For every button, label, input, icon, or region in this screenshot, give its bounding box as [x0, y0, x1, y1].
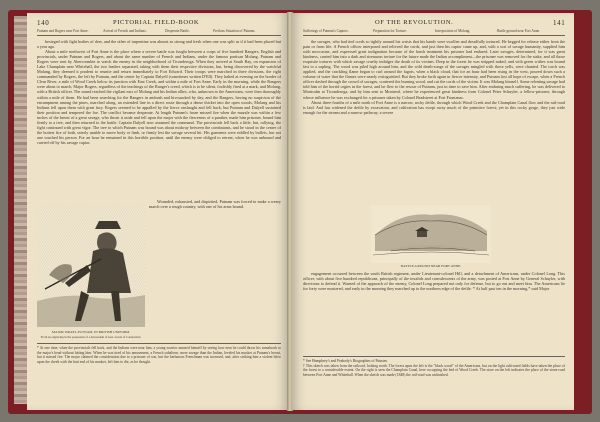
paragraph: engagement occurred between the south British regiment, under Lieutenant-colonel Hill, and a detachment of Americans, under Colonel Long. This officer, with about five hundred republicans, principally of the invalids and convalescents of the army, was posted at Fort Anne by General Schuyler, with directions to defend it. Warned of the approach of the enemy, Colonel Long prepared not only for defense, but to go out and meet him. The Americans lie for forty were mustered, and early in the morning they marched up to the northern edge of the defile. * At half past ten in the morning,* said Major: [303, 271, 565, 292]
subhead-4: Perilous Situation of Putnam.: [213, 29, 256, 33]
header-rule: [303, 35, 565, 36]
footnote-rule: [37, 343, 281, 344]
running-title: PICTORIAL FIELD-BOOK: [113, 19, 200, 26]
running-title: OF THE REVOLUTION.: [375, 19, 454, 26]
subhead-4: Battle ground near Fort Anne.: [497, 29, 541, 33]
subhead-2: Arrival of French and Indians.: [103, 29, 147, 33]
subhead-1: Putnam and Rogers near Fort Anne.: [37, 29, 89, 33]
body-text-bottom: [303, 271, 565, 353]
paragraph: besieged with light bodies of deer, and the other of turpentine was almost as strong and fresh when one was split as if it had been placed but a year ago.: [37, 39, 281, 50]
body-text-column: [149, 199, 281, 339]
subhead-3: Desperate Battle.: [165, 29, 190, 33]
footnotes: [303, 359, 565, 407]
figure-caption: MAJOR ISRAEL PUTNAM, IN BRITISH UNIFORM.: [51, 330, 131, 334]
body-text-top: [303, 39, 565, 199]
figure-caption: BATTLE-GROUND NEAR FORT ANNE.: [400, 264, 462, 268]
paragraph: About three-fourths of a mile north of Fort Anne is a narrow, rocky defile, through which Wood Creek and the Champlain Canal flow and the rail-road is laid. And has widened the defile by excavation, and cultivation has swept away much of the primitive forest; yet in this rocky gorge, they just wide enough for the stream and a narrow pathway, a severe: [303, 99, 565, 115]
putnam-engraving-icon: [37, 205, 145, 327]
body-text-top: [37, 39, 281, 199]
subhead-2: Preparation for Torture.: [373, 29, 407, 33]
page-number: 141: [553, 19, 566, 27]
putnam-portrait: [37, 205, 145, 327]
subhead-3: Interposition of Molang.: [435, 29, 471, 33]
paragraph: About a mile northwest of Fort Anne is the place where a severe battle was fought between a corps of five hundred Rangers, English and provincials, under Putnam and Rogers, and about the same number of French and Indians, under the famous partisan Molang. Putnam and Rogers were sent by Abercrombie to watch the enemy in the neighborhood of Ticonderoga. When they arrived at South Bay, on expansion of Lake Champlain near Whitehall, the two leaders separated, taking with them their respective divisions, but, being discovered by the watchful Molang, they deemed it prudent to reunite and return immediately to Fort Edward. Their troops were marched in three divisions, the right commanded by Rogers, the left by Putnam, and the center by Captain Dalyell (sometimes written D'Ell). They halted at evening on the border of Clear River, a mile of Wood Creek below its junction with East Creek, and within a mile of Fort Anne. Early in the morning, while the Rangers were about to march, Major Rogers, regardless of the teachings of the Ranger's creed, which is to be silent, foolishly fired at a mark, and Molang, with a British officer. The sound reached the vigilant ears of Molang and his Indian allies, who, unknown to the Americans, were then thoroughly within a mile of them. He had been searching for the Rangers in ambush and bivouacked by day, and the Rangers, having no suspicion of the encampment among the pines, marched along, an extended line in a direct route through a dense thicket into the open woods, Molang and his Indians fell upon them with great fury. Rogers seemed to be appalled by the fierce onslaught and fell back, but Putnam and Dalyell sustained their position and tempered the foe. The conflict became desperate. At length Putnam's fusee missed fire when the muzzle was within a few inches of the breast of a great savage, who thrust it aside and fell upon the major with the fierceness of a panther, made him prisoner, bound him firmly to a tree, and then returned to the battle. Captain Dalyell now assumed the command. The provincials fell back a little, but, rallying, the fight continued with great vigor. The tree to which Putnam was bound was about midway between the combatants, and he stood in the center of the hottest fire of both, utterly unable to move body or limb, or firmly lest the savage several hit. His garments were riddled by bullets, but not one touched his person. For an hour he remained in this horrible position, until the enemy were obliged to retreat, when he was unbound and carried off by his savage captor.: [37, 49, 281, 145]
battle-ground-illustration: [371, 205, 491, 263]
footnote: * At one time, when the provincials fell back, and the Indians were near him, a young warrior amused himself by seeing how near he could throw his tomahawk to the major's head without hitting him. When he was tired of his amusement, a French subaltern, more savage than the Indian, leveled his musket at Putnam's breast, but it missed fire. The major claimed the consideration due to a prisoner of war, but the barbarous Frenchman was incensed, and, after striking him a violent blow upon the cheek with the butt end of his musket, left him to die, as he thought.: [37, 346, 281, 364]
footnote-rule: [303, 356, 565, 357]
page-number: 140: [37, 19, 50, 27]
left-page: [27, 13, 289, 410]
right-page: [291, 13, 574, 410]
paragraph: Wounded, exhausted, and dispirited, Putnam was forced to make a weary march over a rough country, with one of his arms bound.: [149, 199, 281, 210]
footnote: * See Humphrey's and Peabody's Biographies of Putnam.: [303, 359, 388, 363]
figure-subcaption: From an engraving in the possession of a descendant of Gen. Lewis of Connecticut.: [40, 335, 142, 339]
landscape-engraving-icon: [371, 205, 491, 263]
subhead-1: Sufferings of Putnam's Captors.: [303, 29, 349, 33]
paragraph: the savages, who had tied cords so tightly around his wrists that his hands were swollen and dreadfully tortured. He begged for release either from the pain or from life. A French officer interposed and relieved the cords; and just then his captor came up, and, with a sort of savage humanity, supplied him with moccasins, and expressed great indignation because of the harsh treatment his prisoner had endured. Later savages, determined, for it was great kindness, carried him into a dark and strenuous torture for the future made the Indian accompliment—the prisoner was removed for the stake, and all those exquisite tortures with which savage cruelty indulges the death of its victims. Deep in the forest he was stripped naked, and with green withes was bound fast to a sapling. The wood was piled high around him, and the wild death-songs of the savages mingled with those yells, were chanted. The torch was applied, and the crackling flame began to curl around the fagots, when a black cloud, that for an hour had been rising in the west, poured down such a volume of water that the flames were nearly extinguished. But they broke forth again in fiercer intensity, and Putnam lost all hope of escape, when a French officer dashed through the crowd of savages, scattered the burning wood, and cut the cords of the victim. It was Molang himself. Some relenting savage had told him of the horrid orgies in the forest, and he flew to the rescue of Putnam, just in time to save him. After enduring much suffering, he was delivered to Montcalm at Ticonderoga, and by him sent to Montreal, where he experienced great kindness from Colonel Peter Schuyler, a fellow-prisoner, through whose influence he was exchanged for a prisoner taken by Colonel Bradstreet at Fort Frontenac.: [303, 39, 565, 100]
header-rule: [37, 35, 281, 36]
footnote: † This sketch was taken from the railroad, looking north. The forest upon the left is the "black wood" of the Americans, but on the light cultivated fields have taken the place of the forest to a considerable extent. On the right is seen the Champlain Canal, here occupying the bed of Wood Creek. The store on the left indicates the place of the stone road between Fort Anne and Whitehall. When the sketch was made (1848) the rail-road was unfinished.: [303, 363, 565, 377]
